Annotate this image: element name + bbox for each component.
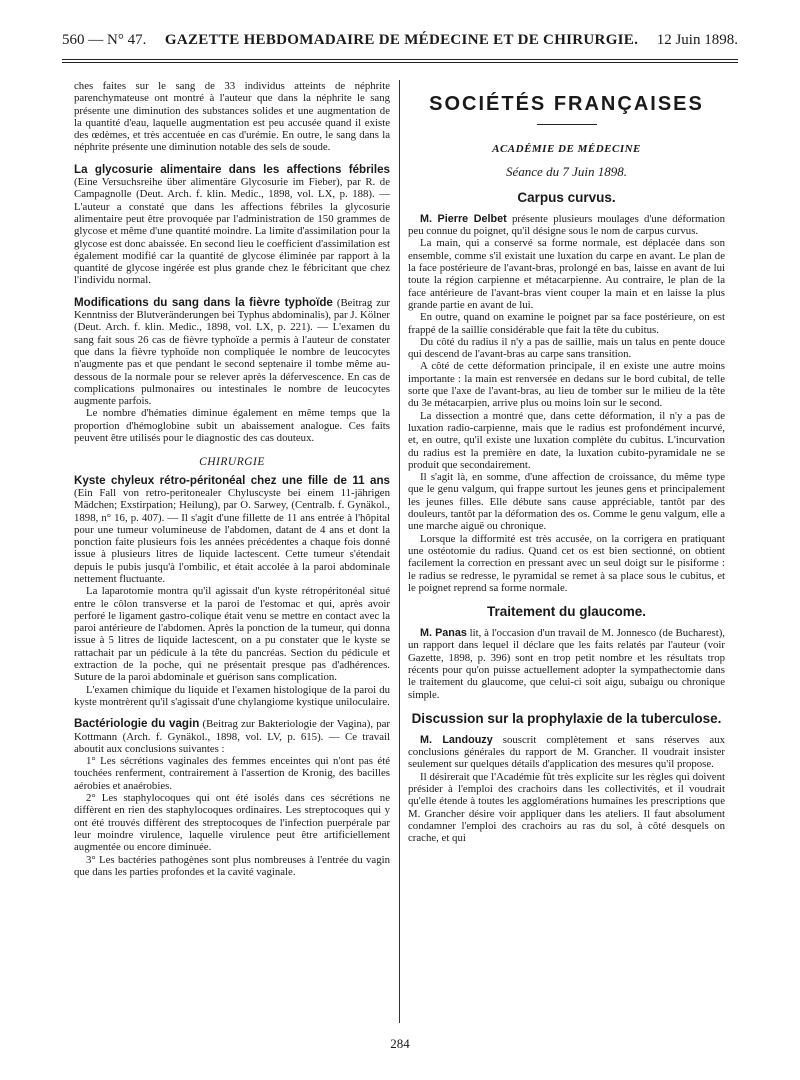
paragraph: Il s'agit là, en somme, d'une affection de croissance, du même type que le genu valgum, qui frappe surtout les jeunes gens et principalement les jeunes filles. Elle débute sans cause appréciable, tantôt par des douleurs, tantôt par la déformation des os. Comme le genu valgum, elle a une marche aiguë ou chronique. [408,471,725,533]
header-rule-double [62,62,738,63]
paragraph: souscrit complètement et sans réserves aux conclusions générales du rapport de M. Grancher. Il voudrait insister seulement sur quelques détails d'application des mesures qu'il propose. [408,733,725,771]
conclusion-item: 3° Les bactéries pathogènes sont plus nombreuses à l'entrée du vagin que dans les parties profondes et la cavité vaginale. [74,853,390,878]
paragraph: Du côté du radius il n'y a pas de saillie, mais un talus en pente douce qui descend de l'avant-bras au carpe sans transition. [408,335,725,361]
article-body: (Eine Versuchsreihe über alimentäre Glycosurie im Fieber), par R. de Campagnolle (Deut. Arch. f. klin. Medic., 1898, vol. LX, p. 188). — L'auteur a constaté que dans les affections fébriles la glycosurie alimentaire peut être provoquée par l'administration de 150 grammes de glycose et même d'une quantité moindre. La limite d'assimilation pour la glycose est donc abaissée. En second lieu le coefficient d'assimilation est également modifié car la quantité de glycose éliminée par rapport à la quantité de glycose ingérée est plus grande chez le fébricitant que chez l'individu normal. [74,176,390,287]
page-issue: 560 — N° 47. [62,32,147,48]
left-column [74,80,390,878]
issue-date: 12 Juin 1898. [656,32,738,48]
section-heading-chirurgie: CHIRURGIE [199,456,265,469]
article-paragraph: L'examen chimique du liquide et l'examen histologique de la paroi du kyste montrèrent qu'il s'agissait d'une chylangiome kystique uniloculaire. [74,683,390,708]
article-glycosurie [74,164,390,287]
running-header [62,32,738,54]
column-divider [399,80,400,1023]
article-title: Bactériologie du vagin [74,717,200,731]
topic-heading: Discussion sur la prophylaxie de la tuberculose. [411,710,722,726]
title-rule [537,124,597,125]
article-kyste-chyleux [74,475,390,709]
speaker-name: M. Panas [420,627,467,640]
article-title: Modifications du sang dans la fièvre typhoïde [74,295,333,309]
article-paragraph: La laparotomie montra qu'il agissait d'un kyste rétropéritonéal situé entre le côlon transverse et la paroi de l'estomac et qui, après avoir perforé le ligament gastro-colique était venu se mettre en contact avec la paroi antérieure de l'abdomen. Après la ponction de la tumeur, qui donna issue à 5 litres de liquide lactescent, on a pu constater que le kyste se rattachait par un pédicule à la tête du pancréas. Section du pédicule et extraction de la poche, qui ne présentait presque pas d'adhérences. Suture de la paroi abdominale et guérison sans complication. [74,585,390,684]
article-body: (Ein Fall von retro-peritonealer Chyluscyste bei einem 11-jährigen Mädchen; Exstirpation; Heilung), par O. Sarwey, (Centralb. f. Gynäkol., 1898, n° 16, p. 407). — Il s'agit d'une fillette de 11 ans entrée à l'hôpital pour une tumeur volumineuse de l'abdomen, datant de 4 ans et dont la ponction faite plusieurs fois les années précédentes a chaque fois donné issue à plusieurs litres de liquide lactescent. Cette tumeur s'étendait depuis le pubis jusqu'à l'ombilic, et était accolée à la paroi abdominale nettement fluctuante. [74,486,390,585]
article-body: (Beitrag zur Kenntniss der Blutveränderungen bei Typhus abdominalis), par J. Kölner (Deut. Arch. f. klin. Medic., 1898, vol. LX, p. 221). — L'examen du sang fait sous 26 cas de fièvre typhoïde a permis à l'auteur de constater que dans la fièvre typhoïde non compliquée le nombre de leucocytes n'augmente pas et que pendant le second septenaire il tombe même au-dessous de la normale pour se relever après la défervescence. En cas de complications pulmonaires ou intestinales le nombre de leucocytes augmente parfois. [74,296,390,408]
paragraph: Lorsque la difformité est très accusée, on la corrigera en pratiquant une ostéotomie du radius. Quand cet os est bien sectionné, on obtient facilement la correction en pressant avec un seul doigt sur le pisiforme : le radius se redresse, le pyramidal se remet à sa place sous le cubitus, et le poignet reprend sa forme normale. [408,532,725,594]
journal-title: GAZETTE HEBDOMADAIRE DE MÉDECINE ET DE CHIRURGIE. [164,32,639,48]
paragraph: La dissection a montré que, dans cette déformation, il n'y a pas de luxation radio-carpienne, mais que le radius est profondément incurvé, et, en outre, qu'il existe une luxation complète du cubitus. L'incurvation du radius est la première en date, la luxation cubito-pyramidale ne se produit que secondairement. [408,409,725,471]
article-body: (Beitrag zur Bakteriologie der Vagina), par Kottmann (Arch. f. Gynäkol., 1898, vol. LV, p. 615). — Ce travail aboutit aux conclusions suivantes : [74,718,390,755]
conclusion-item: 1° Les sécrétions vaginales des femmes enceintes qui n'ont pas été touchées renferment, contrairement à l'assertion de Kronig, des bacilles aérobies et anaérobies. [74,755,390,792]
intro-paragraph: ches faites sur le sang de 33 individus atteints de néphrite parenchymateuse ont montré à l'auteur que dans la néphrite le sang présente une diminution des substances solides et une augmentation de la quantité d'eau, laquelle augmentation est peu accusée quand il existe des œdèmes, et très accentuée en cas d'urémie. En outre, le sang dans la néphrite présente une diminution notable des sels de soude. [74,80,390,154]
conclusion-item: 2° Les staphylocoques qui ont été isolés dans ces sécrétions ne diffèrent en rien des staphylocoques ordinaires. Les streptocoques qui y ont été trouvés diffèrent des streptocoques de l'infection puerpérale par leur moindre virulence, laquelle virulence peut être artificiellement augmentée ou encore diminuée. [74,792,390,854]
article-fievre-typhoide [74,297,390,445]
academy-name: ACADÉMIE DE MÉDECINE [492,143,641,156]
paragraph: présente plusieurs moulages d'une déformation peu connue du poignet, qu'il désigne sous le nom de carpus curvus. [408,212,726,238]
page-number: 284 [390,1036,410,1051]
article-title: La glycosurie alimentaire dans les affections fébriles [74,162,390,176]
article-paragraph: Le nombre d'hématies diminue également en même temps que la proportion d'hémoglobine subit un abaissement analogue. Ces faits peuvent être utilisés pour le diagnostic des cas douteux. [74,407,390,445]
paragraph: lit, à l'occasion d'un travail de M. Jonnesco (de Bucharest), un rapport dans lequel il déclare que les faits relatés par l'auteur (voir Gazette, 1898, p. 396) sont en trop petit nombre et les résultats trop récents pour qu'on puisse actuellement adopter la sympathectomie dans le traitement du glaucome, que celui-ci soit aigu, subaigu ou chronique simple. [408,627,725,701]
article-bacteriologie-vagin [74,718,390,878]
paragraph: En outre, quand on examine le poignet par sa face postérieure, on est frappé de la saillie considérable que fait la tête du cubitus. [408,311,725,336]
speaker-name: M. Pierre Delbet [420,212,507,225]
paragraph: A côté de cette déformation principale, il en existe une autre moins importante : la main est renversée en dedans sur le bord cubital, de telle sorte que l'axe de l'avant-bras, au lieu de tomber sur le milieu de la tête du 3e métacarpien, arrive plus ou moins loin sur le second. [408,360,725,410]
header-rule [62,59,738,60]
topic-heading: Traitement du glaucome. [486,604,647,620]
paragraph: Il désirerait que l'Académie fût très explicite sur les règles qui doivent présider à l'emploi des crachoirs dans les collectivités, et il voudrait qu'elle étende à toutes les agglomérations humaines les prescriptions que M. Grancher désire voir appliquer dans les ateliers. Il faut absolument condamner l'emploi des crachoirs au ras du sol, à côté desquels on crache, et qui [408,770,725,845]
right-column [408,80,725,845]
section-title-societes: SOCIÉTÉS FRANÇAISES [429,93,704,115]
article-title: Kyste chyleux rétro-péritonéal chez une fille de 11 ans [74,473,390,487]
speaker-name: M. Landouzy [420,733,493,746]
topic-heading: Carpus curvus. [517,189,616,205]
paragraph: La main, qui a conservé sa forme normale, est déplacée dans son ensemble, comme s'il existait une luxation du carpe en avant. Le plan de la face postérieure de l'avant-bras, prolongé en bas, laisse en avant de lui toute la région carpienne et métacarpienne. Au contraire, le plan de la face antérieure de l'avant-bras vient couper la main et en laisse la plus grande partie en avant de lui. [408,237,725,311]
session-date: Séance du 7 Juin 1898. [506,163,627,179]
